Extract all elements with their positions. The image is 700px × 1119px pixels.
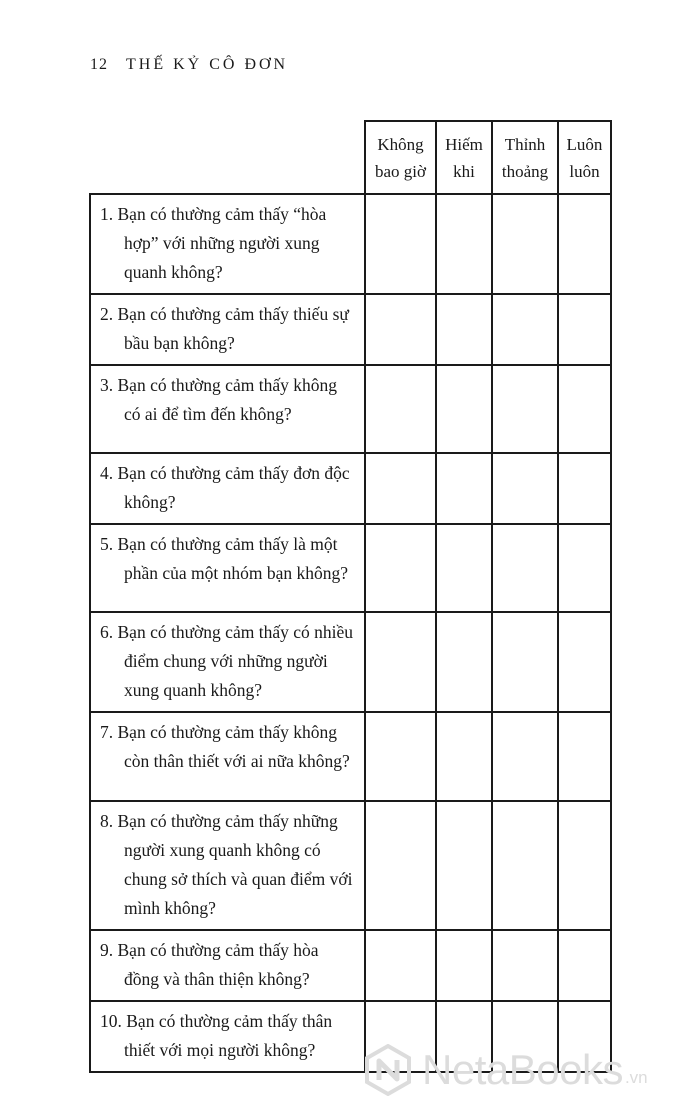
answer-sometimes-cell[interactable] xyxy=(492,712,558,801)
question-row xyxy=(90,294,611,365)
answer-always-cell[interactable] xyxy=(558,365,611,453)
answer-sometimes-cell[interactable] xyxy=(492,801,558,930)
header-always: Luôn luôn xyxy=(558,121,611,194)
answer-sometimes-cell[interactable] xyxy=(492,524,558,612)
loneliness-survey-table xyxy=(89,120,612,1073)
question-row xyxy=(90,930,611,1001)
n-hexagon-logo-icon xyxy=(362,1044,414,1096)
answer-always-cell[interactable] xyxy=(558,524,611,612)
question-cell: 1. Bạn có thường cảm thấy “hòa hợp” với những người xung quanh không? xyxy=(90,194,365,294)
answer-never-cell[interactable] xyxy=(365,453,436,524)
answer-always-cell[interactable] xyxy=(558,712,611,801)
answer-sometimes-cell[interactable] xyxy=(492,930,558,1001)
watermark-suffix: .vn xyxy=(624,1068,648,1087)
answer-never-cell[interactable] xyxy=(365,524,436,612)
question-row xyxy=(90,453,611,524)
answer-never-cell[interactable] xyxy=(365,801,436,930)
netabooks-watermark xyxy=(362,1044,648,1096)
question-cell: 4. Bạn có thường cảm thấy đơn độc không? xyxy=(90,453,365,524)
question-row xyxy=(90,612,611,712)
answer-rarely-cell[interactable] xyxy=(436,365,492,453)
answer-sometimes-cell[interactable] xyxy=(492,612,558,712)
question-row xyxy=(90,365,611,453)
answer-always-cell[interactable] xyxy=(558,801,611,930)
question-cell: 2. Bạn có thường cảm thấy thiếu sự bầu bạn không? xyxy=(90,294,365,365)
answer-always-cell[interactable] xyxy=(558,453,611,524)
answer-rarely-cell[interactable] xyxy=(436,194,492,294)
answer-rarely-cell[interactable] xyxy=(436,524,492,612)
answer-rarely-cell[interactable] xyxy=(436,612,492,712)
answer-always-cell[interactable] xyxy=(558,612,611,712)
book-title: THẾ KỶ CÔ ĐƠN xyxy=(126,56,289,73)
answer-never-cell[interactable] xyxy=(365,712,436,801)
answer-sometimes-cell[interactable] xyxy=(492,365,558,453)
header-never: Không bao giờ xyxy=(365,121,436,194)
question-cell: 3. Bạn có thường cảm thấy không có ai để tìm đến không? xyxy=(90,365,365,453)
question-row xyxy=(90,524,611,612)
answer-always-cell[interactable] xyxy=(558,930,611,1001)
question-row xyxy=(90,801,611,930)
question-cell: 9. Bạn có thường cảm thấy hòa đồng và thân thiện không? xyxy=(90,930,365,1001)
question-cell: 6. Bạn có thường cảm thấy có nhiều điểm chung với những người xung quanh không? xyxy=(90,612,365,712)
header-row xyxy=(90,121,611,194)
answer-never-cell[interactable] xyxy=(365,194,436,294)
answer-never-cell[interactable] xyxy=(365,612,436,712)
question-cell: 8. Bạn có thường cảm thấy những người xung quanh không có chung sở thích và quan điểm với mình không? xyxy=(90,801,365,930)
question-row xyxy=(90,194,611,294)
header-rarely: Hiếm khi xyxy=(436,121,492,194)
question-cell: 7. Bạn có thường cảm thấy không còn thân thiết với ai nữa không? xyxy=(90,712,365,801)
header-sometimes: Thỉnh thoảng xyxy=(492,121,558,194)
answer-rarely-cell[interactable] xyxy=(436,712,492,801)
answer-rarely-cell[interactable] xyxy=(436,294,492,365)
running-head xyxy=(90,56,288,74)
answer-never-cell[interactable] xyxy=(365,930,436,1001)
answer-rarely-cell[interactable] xyxy=(436,453,492,524)
answer-never-cell[interactable] xyxy=(365,365,436,453)
answer-sometimes-cell[interactable] xyxy=(492,294,558,365)
page-number: 12 xyxy=(90,56,108,73)
watermark-brand: NetaBooks xyxy=(422,1046,623,1093)
answer-never-cell[interactable] xyxy=(365,294,436,365)
answer-sometimes-cell[interactable] xyxy=(492,194,558,294)
answer-always-cell[interactable] xyxy=(558,194,611,294)
answer-sometimes-cell[interactable] xyxy=(492,453,558,524)
answer-always-cell[interactable] xyxy=(558,294,611,365)
question-cell: 5. Bạn có thường cảm thấy là một phần của một nhóm bạn không? xyxy=(90,524,365,612)
question-row xyxy=(90,712,611,801)
answer-rarely-cell[interactable] xyxy=(436,930,492,1001)
question-cell: 10. Bạn có thường cảm thấy thân thiết với mọi người không? xyxy=(90,1001,365,1072)
answer-rarely-cell[interactable] xyxy=(436,801,492,930)
header-blank-cell xyxy=(90,121,365,194)
